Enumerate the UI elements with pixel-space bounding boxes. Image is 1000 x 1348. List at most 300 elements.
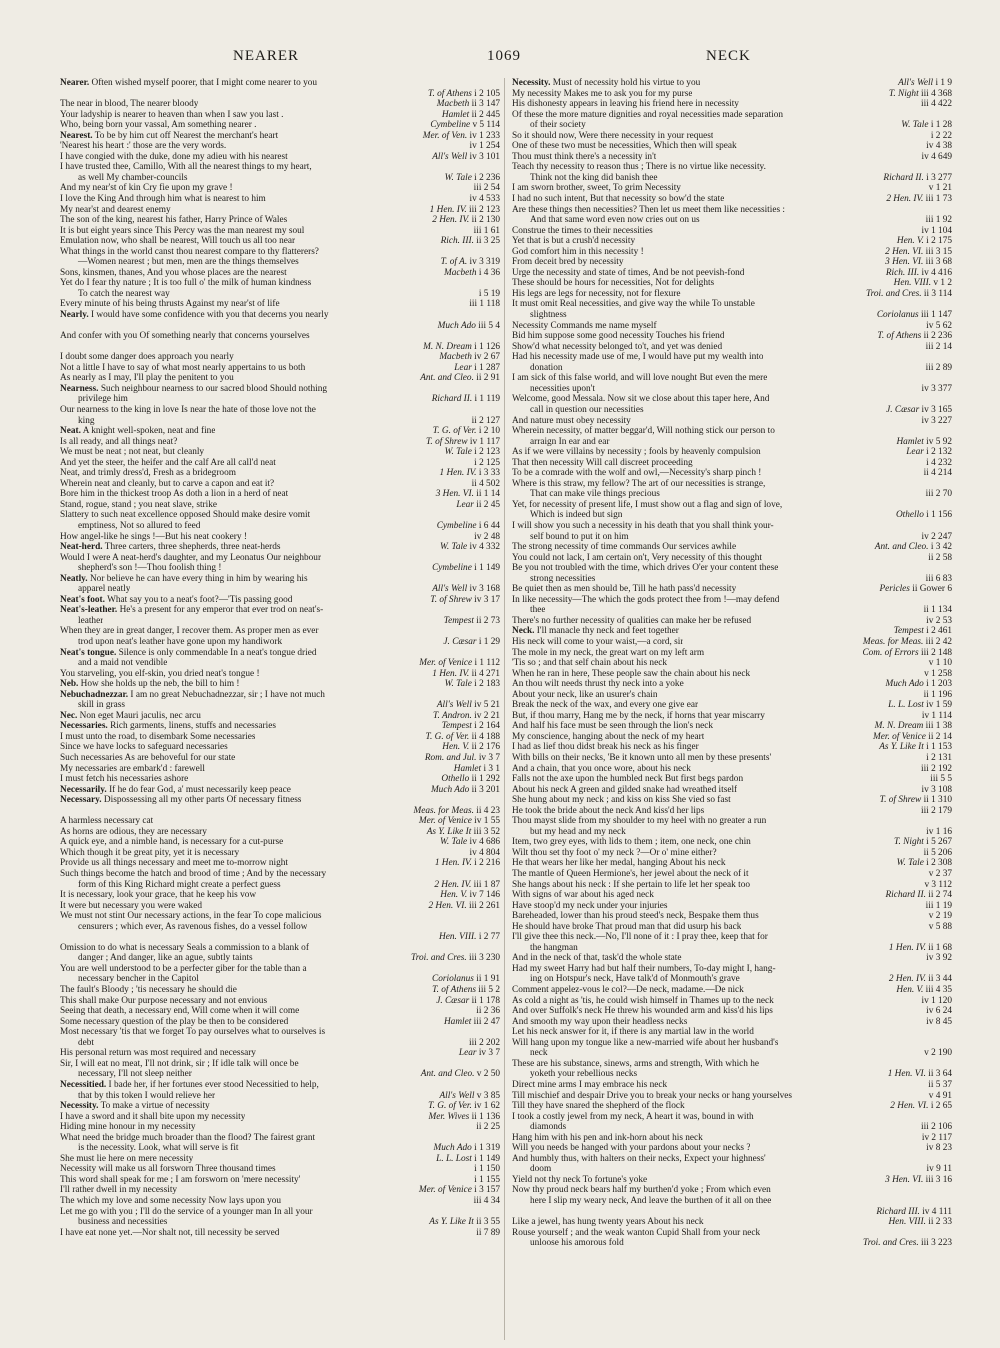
quotation-text: Break the neck of the wax, and every one give ear: [512, 700, 699, 711]
quotation-text: Till mischief and despair Drive you to break your necks or hang yourselves: [512, 1090, 793, 1101]
quotation-text: Which though it be great pity, yet it is necessary: [60, 847, 240, 858]
concordance-line: [60, 331, 500, 342]
concordance-line: [512, 173, 952, 184]
citation: [927, 1091, 952, 1102]
concordance-line: [512, 1185, 952, 1196]
quotation-text: call in question our necessities: [530, 404, 644, 415]
concordance-line: [60, 648, 500, 659]
quotation-text: It is necessary, look your grace, that he keep his vow: [60, 890, 257, 901]
play-title: All's Well: [432, 584, 468, 595]
concordance-line: [60, 1133, 500, 1144]
citation: [430, 152, 500, 163]
concordance-line: [60, 964, 500, 975]
citation: [871, 732, 952, 743]
act-scene-line: iv 5 92: [926, 436, 952, 447]
act-scene-line: i 1 156: [926, 510, 952, 521]
act-scene-line: ii 2 91: [476, 373, 500, 384]
concordance-line: [512, 848, 952, 859]
act-scene-line: iv 2 53: [926, 615, 952, 626]
concordance-line: [512, 700, 952, 711]
concordance-line: [60, 268, 500, 279]
quotation-text: His legs are legs for necessity, not for flexure: [512, 288, 681, 299]
concordance-line: [60, 679, 500, 690]
citation: [861, 637, 952, 648]
concordance-line: [512, 880, 952, 891]
quotation-text: Would I were A neat-herd's daughter, and my Leonatus Our neighbour: [60, 552, 322, 563]
quotation-text: Think not the king did banish thee: [530, 172, 658, 183]
act-scene-line: i 3 42: [930, 542, 952, 553]
act-scene-line: iv 9 11: [926, 1164, 952, 1175]
quotation-text: Have stoop'd my neck under your injuries: [512, 900, 668, 911]
act-scene-line: i 3 277: [926, 172, 952, 183]
act-scene-line: ii 2 445: [471, 109, 500, 120]
concordance-line: [60, 1228, 500, 1239]
play-title: As Y. Like It: [426, 826, 472, 837]
citation: [472, 1175, 500, 1186]
play-title: Troi. and Cres.: [411, 953, 467, 964]
concordance-line: [60, 373, 500, 384]
citation: [430, 985, 500, 996]
quotation-text: And smooth my way upon their headless necks: [512, 1016, 688, 1027]
citation: [472, 1196, 500, 1207]
act-scene-line: iv 6 24: [926, 1006, 952, 1017]
act-scene-line: i 1 319: [474, 1143, 500, 1154]
citation: [887, 943, 952, 954]
quotation-text: Bore him in the thickest troop As doth a lion in a herd of neat: [60, 489, 289, 500]
quotation-text: leather: [78, 615, 104, 626]
quotation-text: I have congied with the duke, done my adieu with his nearest: [60, 151, 288, 162]
quotation-text: Bid him suppose some good necessity Touches his friend: [512, 331, 725, 342]
citation: [925, 1164, 952, 1175]
play-title: Rich. III.: [885, 267, 920, 278]
act-scene-line: ii 2 14: [928, 731, 952, 742]
concordance-line: [512, 1143, 952, 1154]
act-scene-line: iv 8 45: [926, 1016, 952, 1027]
play-title: Hamlet: [441, 109, 470, 120]
citation: [919, 1122, 952, 1133]
quotation-text: She hangs about his neck : If she pertain to life let her speak too: [512, 879, 751, 890]
citation: [920, 416, 952, 427]
concordance-line: [60, 437, 500, 448]
act-scene-line: ii 3 55: [476, 1217, 500, 1228]
concordance-line: [60, 426, 500, 437]
act-scene-line: iv 8 23: [926, 1143, 952, 1154]
act-scene-line: iii 2 179: [921, 805, 952, 816]
concordance-line: [60, 595, 500, 606]
headword: Necessity.: [60, 1101, 99, 1112]
quotation-text: That then necessity Will call discreet proceeding: [512, 457, 693, 468]
concordance-line: [60, 289, 500, 300]
quotation-text: This word shall speak for me ; I am forsworn on 'mere necessity': [60, 1174, 301, 1185]
quotation-text: Where is this straw, my fellow? The art of our necessities is strange,: [512, 478, 766, 489]
concordance-line: [512, 785, 952, 796]
citation: [877, 584, 952, 595]
citation: [920, 384, 952, 395]
play-title: T. of Shrew: [879, 795, 922, 806]
concordance-line: [60, 278, 500, 289]
act-scene-line: ii 3 147: [471, 99, 500, 110]
citation: [884, 405, 952, 416]
play-title: 3 Hen. VI.: [885, 257, 924, 268]
act-scene-line: ii 1 292: [471, 774, 500, 785]
concordance-line: [60, 1069, 500, 1080]
concordance-line: [512, 964, 952, 975]
act-scene-line: iv 1 117: [469, 436, 500, 447]
play-title: All's Well: [436, 700, 472, 711]
headword: Nearer.: [60, 78, 90, 88]
citation: [435, 99, 500, 110]
play-title: Macbeth: [439, 352, 472, 363]
quotation-text: of their society: [530, 120, 586, 131]
concordance-line: [512, 985, 952, 996]
concordance-line: [512, 1133, 952, 1144]
concordance-line: [60, 1207, 500, 1218]
citation: [442, 268, 500, 279]
act-scene-line: iii 4 422: [921, 99, 952, 110]
quotation-text: I have a sword and it shall bite upon my necessity: [60, 1111, 246, 1122]
concordance-line: [512, 1196, 952, 1207]
quotation-text: It must omit Real necessities, and give way the while To unstable: [512, 299, 755, 310]
headword: Nec.: [60, 710, 78, 721]
act-scene-line: iv 1 104: [921, 225, 952, 236]
act-scene-line: iv 4 804: [469, 847, 500, 858]
concordance-line: [512, 858, 952, 869]
concordance-line: [512, 521, 952, 532]
quotation-text: To be by him cut off Nearest the merchant's heart: [94, 130, 279, 141]
act-scene-line: v 5 114: [472, 120, 500, 131]
quotation-text: I would have some confidence with you that decerns you nearly: [91, 310, 329, 321]
play-title: T. of Shrew: [425, 436, 468, 447]
citation: [892, 278, 952, 289]
concordance-line: [60, 1017, 500, 1028]
concordance-line: [512, 574, 952, 585]
quotation-text: unloose his amorous fold: [530, 1238, 624, 1249]
quotation-text: Dispossessing all my other parts Of necessary fitness: [103, 795, 302, 806]
citation: [884, 194, 952, 205]
act-scene-line: ii 1 14: [476, 489, 500, 500]
quotation-text: Rich garments, linens, stuffs and necessaries: [110, 721, 276, 732]
play-title: T. G. of Ver.: [425, 731, 470, 742]
act-scene-line: ii 5 37: [928, 1079, 952, 1090]
quotation-text: necessary bencher in the Capitol: [78, 974, 199, 985]
quotation-text: I had as lief thou didst break his neck as his finger: [512, 742, 699, 753]
quotation-text: Most necessary 'tis that we forget To pay ourselves what to ourselves is: [60, 1027, 326, 1038]
concordance-line: [60, 1101, 500, 1112]
quotation-text: But, if thou marry, Hang me by the neck, if horns that year miscarry: [512, 710, 765, 721]
concordance-line: [60, 479, 500, 490]
citation: [924, 342, 952, 353]
play-title: Hen. V.: [440, 890, 468, 901]
quotation-text: but my head and my neck: [530, 826, 626, 837]
concordance-line: [512, 236, 952, 247]
act-scene-line: v 3 85: [476, 1090, 500, 1101]
quotation-text: Provide us all things necessary and meet me to-morrow night: [60, 858, 288, 869]
citation: [927, 183, 952, 194]
concordance-line: [512, 595, 952, 606]
citation: [430, 394, 500, 405]
quotation-text: Will you needs be hanged with your pardons about your necks ?: [512, 1143, 751, 1154]
citation: [883, 247, 952, 258]
citation: [452, 363, 500, 374]
citation: [426, 89, 500, 100]
quotation-text: These are his substance, sinews, arms and strength, With which he: [512, 1058, 760, 1069]
citation: [924, 953, 952, 964]
quotation-text: He took the bride about the neck And kiss'd her lips: [512, 805, 705, 816]
act-scene-line: i 1 155: [474, 1174, 500, 1185]
concordance-line: [60, 1154, 500, 1165]
citation: [454, 500, 500, 511]
quotation-text: An thou wilt needs thrust thy neck into a yoke: [512, 679, 684, 690]
quotation-text: As cold a night as 'tis, he could wish himself in Thames up to the neck: [512, 995, 774, 1006]
quotation-text: Like a jewel, has hung twenty years About his neck: [512, 1217, 704, 1228]
citation: [924, 215, 952, 226]
play-title: Lear: [458, 1048, 477, 1059]
quotation-text: Sir, I will eat no meat, I'll not drink, sir ; If idle talk will once be: [60, 1058, 299, 1069]
headword: Nearness.: [60, 383, 99, 394]
citation: [926, 1080, 952, 1091]
citation: [437, 1091, 500, 1102]
concordance-line: [512, 943, 952, 954]
citation: [474, 1006, 500, 1017]
quotation-text: Three carters, three shepherds, three neat-herds: [104, 542, 281, 553]
concordance-line: [512, 1027, 952, 1038]
quotation-text: Thou mayst slide from my shoulder to my heel with no greater a run: [512, 816, 767, 827]
act-scene-line: iv 4 533: [469, 194, 500, 205]
citation: [926, 553, 952, 564]
act-scene-line: iv 1 59: [926, 700, 952, 711]
citation: [434, 489, 500, 500]
citation: [924, 141, 952, 152]
citation: [887, 89, 952, 100]
concordance-line: [60, 352, 500, 363]
concordance-line: [60, 78, 500, 89]
concordance-line: [60, 131, 500, 142]
citation: [924, 489, 952, 500]
quotation-text: My near'st and dearest enemy: [60, 204, 171, 215]
quotation-text: debt: [78, 1037, 95, 1048]
citation: [924, 458, 952, 469]
citation: [430, 974, 500, 985]
concordance-line: [512, 669, 952, 680]
quotation-text: What say you to a neat's foot?—'Tis passing good: [107, 594, 293, 605]
concordance-line: [512, 764, 952, 775]
quotation-text: Yield not thy neck To fortune's yoke: [512, 1174, 648, 1185]
citation: [467, 1038, 500, 1049]
quotation-text: self bound to put it on him: [530, 531, 629, 542]
act-scene-line: iv 4 649: [921, 151, 952, 162]
citation: [873, 542, 952, 553]
concordance-line: [60, 162, 500, 173]
act-scene-line: ii 3 64: [928, 1069, 952, 1080]
citation: [440, 721, 500, 732]
quotation-text: With signs of war about his aged neck: [512, 890, 654, 901]
concordance-line: [60, 405, 500, 416]
citation: [904, 447, 952, 458]
quotation-text: A knight well-spoken, neat and fine: [82, 426, 216, 437]
quotation-text: Till they have snared the shepherd of the flock: [512, 1101, 685, 1112]
quotation-text: If he do fear God, a' must necessarily keep peace: [109, 784, 291, 795]
quotation-text: From deceit bred by necessity: [512, 257, 624, 268]
play-title: Hen. V.: [442, 742, 470, 753]
quotation-text: 'Tis so ; and that self chain about his neck: [512, 658, 667, 669]
concordance-line: [60, 226, 500, 237]
act-scene-line: iii 6 83: [925, 573, 952, 584]
concordance-line: [60, 774, 500, 785]
play-title: 1 Hen. IV.: [439, 468, 477, 479]
concordance-line: [60, 257, 500, 268]
citation: [426, 901, 500, 912]
concordance-line: [60, 236, 500, 247]
headword: Nearly.: [60, 310, 89, 321]
act-scene-line: ii 1 196: [923, 689, 952, 700]
act-scene-line: ii 2 74: [928, 890, 952, 901]
act-scene-line: i 4 232: [926, 457, 952, 468]
act-scene-line: i 3 157: [474, 1185, 500, 1196]
concordance-line: [512, 1059, 952, 1070]
concordance-line: [512, 310, 952, 321]
quotation-text: My conscience, hanging about the neck of my heart: [512, 731, 705, 742]
quotation-text: And yet the steer, the heifer and the calf Are all call'd neat: [60, 457, 276, 468]
act-scene-line: iv 2 21: [474, 710, 500, 721]
quotation-text: Is all ready, and all things neat?: [60, 436, 178, 447]
concordance-line: [512, 658, 952, 669]
play-title: Com. of Errors: [862, 647, 919, 658]
concordance-line: [60, 837, 500, 848]
quotation-text: Comment appelez-vous le col?—De neck, madame.—De nick: [512, 985, 744, 996]
quotation-text: slightness: [530, 310, 567, 321]
concordance-line: [512, 1238, 952, 1249]
quotation-text: This shall make Our purpose necessary and not envious: [60, 995, 268, 1006]
quotation-text: Necessity will make us all forsworn Three thousand times: [60, 1164, 276, 1175]
play-title: Mer. of Venice: [419, 658, 473, 669]
play-title: 2 Hen. IV.: [434, 879, 472, 890]
concordance-line: [60, 510, 500, 521]
concordance-line: [512, 806, 952, 817]
concordance-line: [512, 901, 952, 912]
concordance-line: [60, 110, 500, 121]
quotation-text: I bade her, if her fortunes ever stood Necessitied to help,: [108, 1079, 319, 1090]
citation: [430, 669, 500, 680]
quotation-text: Often wished myself poorer, that I might come nearer to you: [91, 78, 318, 88]
play-title: Tempest: [893, 626, 924, 637]
concordance-line: [60, 1185, 500, 1196]
quotation-text: and a maid not vendible: [78, 658, 168, 669]
quotation-text: It were but necessary you were waked: [60, 900, 202, 911]
act-scene-line: i 2 236: [474, 172, 500, 183]
concordance-line: [512, 605, 952, 616]
act-scene-line: i 2 65: [930, 1101, 952, 1112]
headword: Nearest.: [60, 130, 93, 141]
concordance-line: [60, 721, 500, 732]
play-title: Lear: [456, 499, 474, 510]
citation: [477, 289, 500, 300]
act-scene-line: iv 1 55: [474, 816, 500, 827]
act-scene-line: ii 1 310: [923, 795, 952, 806]
quotation-text: Thou must think there's a necessity in't: [512, 151, 657, 162]
play-title: Richard III.: [876, 1206, 920, 1217]
play-title: Macbeth: [436, 99, 470, 110]
citation: [924, 901, 952, 912]
citation: [421, 342, 500, 353]
citation: [873, 721, 952, 732]
quotation-text: And in the neck of that, task'd the whole state: [512, 953, 682, 964]
quotation-text: Had his necessity made use of me, I would have put my wealth into: [512, 352, 764, 363]
act-scene-line: i 2 183: [474, 679, 500, 690]
quotation-text: shepherd's son !—Thou foolish thing !: [78, 563, 222, 574]
citation: [434, 996, 500, 1007]
citation: [894, 985, 952, 996]
play-title: 1 Hen. IV.: [434, 858, 472, 869]
act-scene-line: iii 1 118: [469, 299, 500, 310]
headword: Necessitied.: [60, 1079, 107, 1090]
citation: [924, 574, 952, 585]
quotation-text: I'll rather dwell in my necessity: [60, 1185, 178, 1196]
quotation-text: To be a comrade with the wolf and owl,—Necessity's sharp pinch !: [512, 468, 762, 479]
citation: [922, 880, 952, 891]
play-title: Hamlet: [896, 436, 924, 447]
quotation-text: Yet do I fear thy nature ; It is too full o' the milk of human kindness: [60, 278, 312, 289]
citation: [929, 131, 952, 142]
quotation-text: Seeing that death, a necessary end, Will come when it will come: [60, 1006, 300, 1017]
citation: [924, 1006, 952, 1017]
concordance-line: [512, 753, 952, 764]
quotation-text: Rouse yourself ; and the weak wanton Cupid Shall from your neck: [512, 1227, 761, 1238]
citation: [924, 363, 952, 374]
act-scene-line: iii 2 47: [473, 1016, 500, 1027]
act-scene-line: iv 2 48: [474, 531, 500, 542]
citation: [409, 953, 500, 964]
act-scene-line: ii 5 206: [923, 847, 952, 858]
concordance-line: [512, 1048, 952, 1059]
act-scene-line: iii 2 123: [469, 204, 500, 215]
quotation-text: Silence is only commendable In a neat's tongue dried: [118, 647, 317, 658]
citation: [883, 257, 952, 268]
act-scene-line: ii 3 114: [923, 288, 952, 299]
concordance-line: [512, 532, 952, 543]
quotation-text: She hung about my neck ; and kiss on kiss She vied so fast: [512, 795, 731, 806]
concordance-line: [60, 584, 500, 595]
concordance-line: [512, 120, 952, 131]
citation: [888, 1101, 952, 1112]
act-scene-line: iii 2 261: [469, 900, 500, 911]
concordance-line: [512, 648, 952, 659]
quotation-text: Slattery to such neat excellence opposed Should make desire vomit: [60, 510, 311, 521]
concordance-line: [60, 848, 500, 859]
citation: [884, 268, 952, 279]
concordance-line: [512, 215, 952, 226]
concordance-line: [60, 669, 500, 680]
act-scene-line: ii 1 91: [476, 974, 500, 985]
quotation-text: When they are in great danger, I recover them. As proper men as ever: [60, 626, 319, 637]
citation: [411, 806, 500, 817]
citation: [438, 542, 500, 553]
concordance-line: [60, 173, 500, 184]
quotation-text: I will show you such a necessity in his death that you shall think your-: [512, 520, 774, 531]
concordance-line: [512, 342, 952, 353]
citation: [883, 1175, 952, 1186]
act-scene-line: iv 3 319: [469, 257, 500, 268]
quotation-text: arraign In ear and ear: [530, 436, 610, 447]
play-title: Cymbeline: [432, 563, 472, 574]
concordance-line: [60, 1027, 500, 1038]
citation: [437, 468, 500, 479]
act-scene-line: iv 3 165: [921, 404, 952, 415]
concordance-line: [512, 742, 952, 753]
concordance-line: [60, 1059, 500, 1070]
concordance-line: [60, 616, 500, 627]
concordance-line: [512, 563, 952, 574]
citation: [895, 858, 952, 869]
